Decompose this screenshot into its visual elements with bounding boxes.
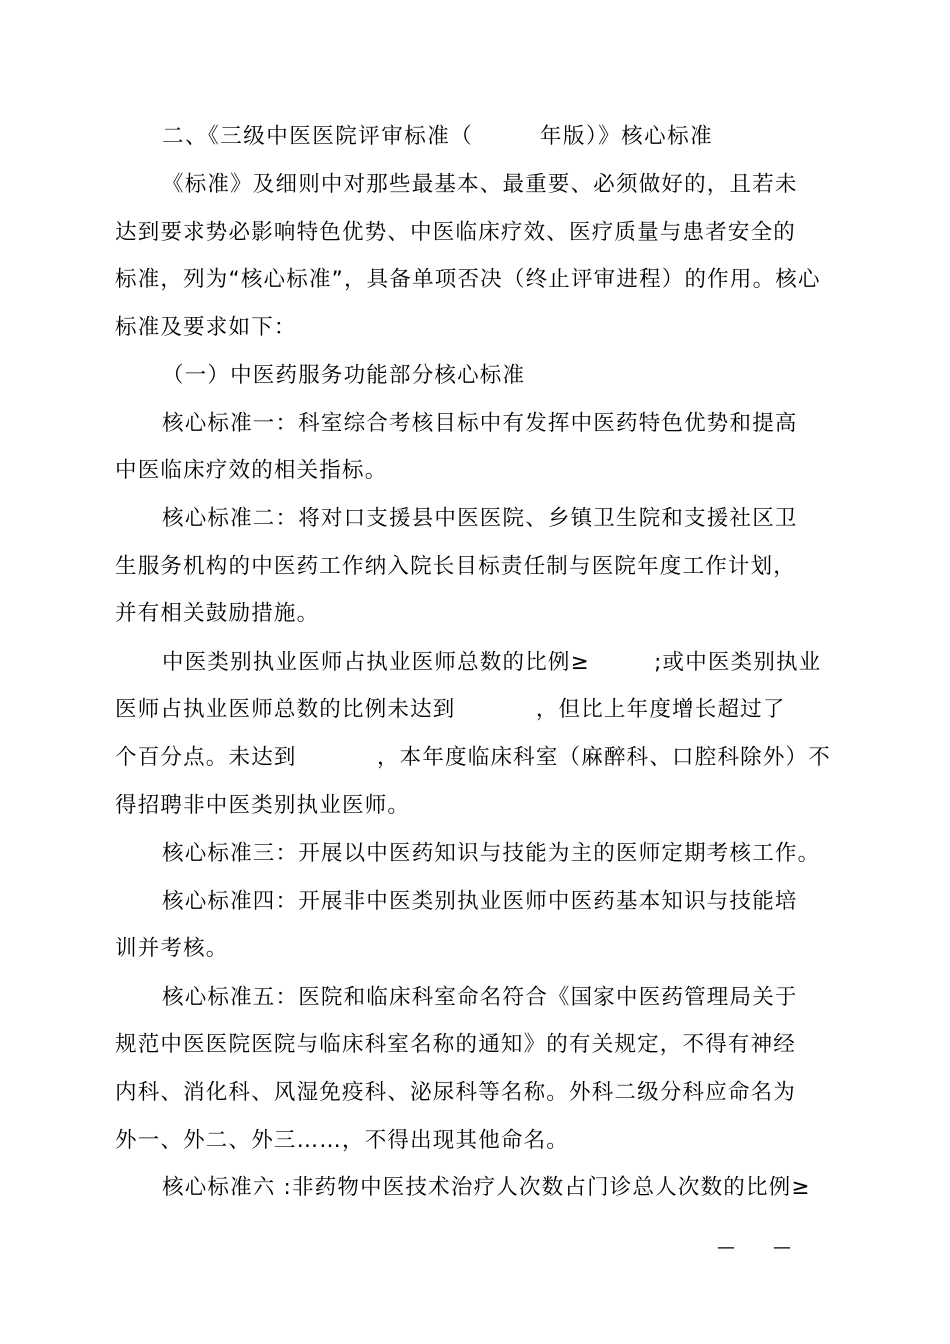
- section-heading: 二、《三级中医医院评审标准（ 年版）》核心标准: [162, 124, 714, 149]
- paragraph-line: 训并考核。: [115, 936, 229, 961]
- paragraph-line: 并有相关鼓励措施。: [115, 601, 320, 626]
- paragraph-line: 核心标准六 :非药物中医技术治疗人次数占门诊总人次数的比例≥: [162, 1175, 811, 1200]
- paragraph-line: 达到要求势必影响特色优势、中医临床疗效、医疗质量与患者安全的: [115, 220, 797, 245]
- page-number-right-dash: —: [773, 1237, 791, 1258]
- paragraph-line: 中医类别执业医师占执业医师总数的比例≥ ;或中医类别执业: [162, 650, 822, 675]
- paragraph-line: 个百分点。未达到 ，本年度临床科室（麻醉科、口腔科除外）不: [115, 745, 831, 770]
- paragraph-line: 核心标准四：开展非中医类别执业医师中医药基本知识与技能培: [162, 889, 798, 914]
- paragraph-line: 中医临床疗效的相关指标。: [115, 458, 388, 483]
- paragraph-line: 核心标准一：科室综合考核目标中有发挥中医药特色优势和提高: [162, 411, 798, 436]
- paragraph-line: 规范中医医院医院与临床科室名称的通知》的有关规定，不得有神经: [115, 1032, 797, 1057]
- subsection-heading: （一）中医药服务功能部分核心标准: [162, 363, 526, 388]
- paragraph-line: 医师占执业医师总数的比例未达到 ，但比上年度增长超过了: [115, 697, 786, 722]
- paragraph-line: 《标准》及细则中对那些最基本、最重要、必须做好的，且若未: [162, 172, 798, 197]
- paragraph-line: 核心标准二：将对口支援县中医医院、乡镇卫生院和支援社区卫: [162, 506, 798, 531]
- paragraph-line: 内科、消化科、风湿免疫科、泌尿科等名称。外科二级分科应命名为: [115, 1080, 797, 1105]
- paragraph-line: 标准，列为“核心标准”，具备单项否决（终止评审进程）的作用。核心: [115, 267, 821, 292]
- paragraph-line: 标准及要求如下：: [115, 315, 297, 340]
- paragraph-line: 核心标准三：开展以中医药知识与技能为主的医师定期考核工作。: [162, 841, 821, 866]
- paragraph-line: 得招聘非中医类别执业医师。: [115, 793, 411, 818]
- paragraph-line: 生服务机构的中医药工作纳入院长目标责任制与医院年度工作计划，: [115, 554, 797, 579]
- paragraph-line: 外一、外二、外三……，不得出现其他命名。: [115, 1128, 570, 1153]
- paragraph-line: 核心标准五：医院和临床科室命名符合《国家中医药管理局关于: [162, 985, 798, 1010]
- page-number-left-dash: —: [717, 1237, 735, 1258]
